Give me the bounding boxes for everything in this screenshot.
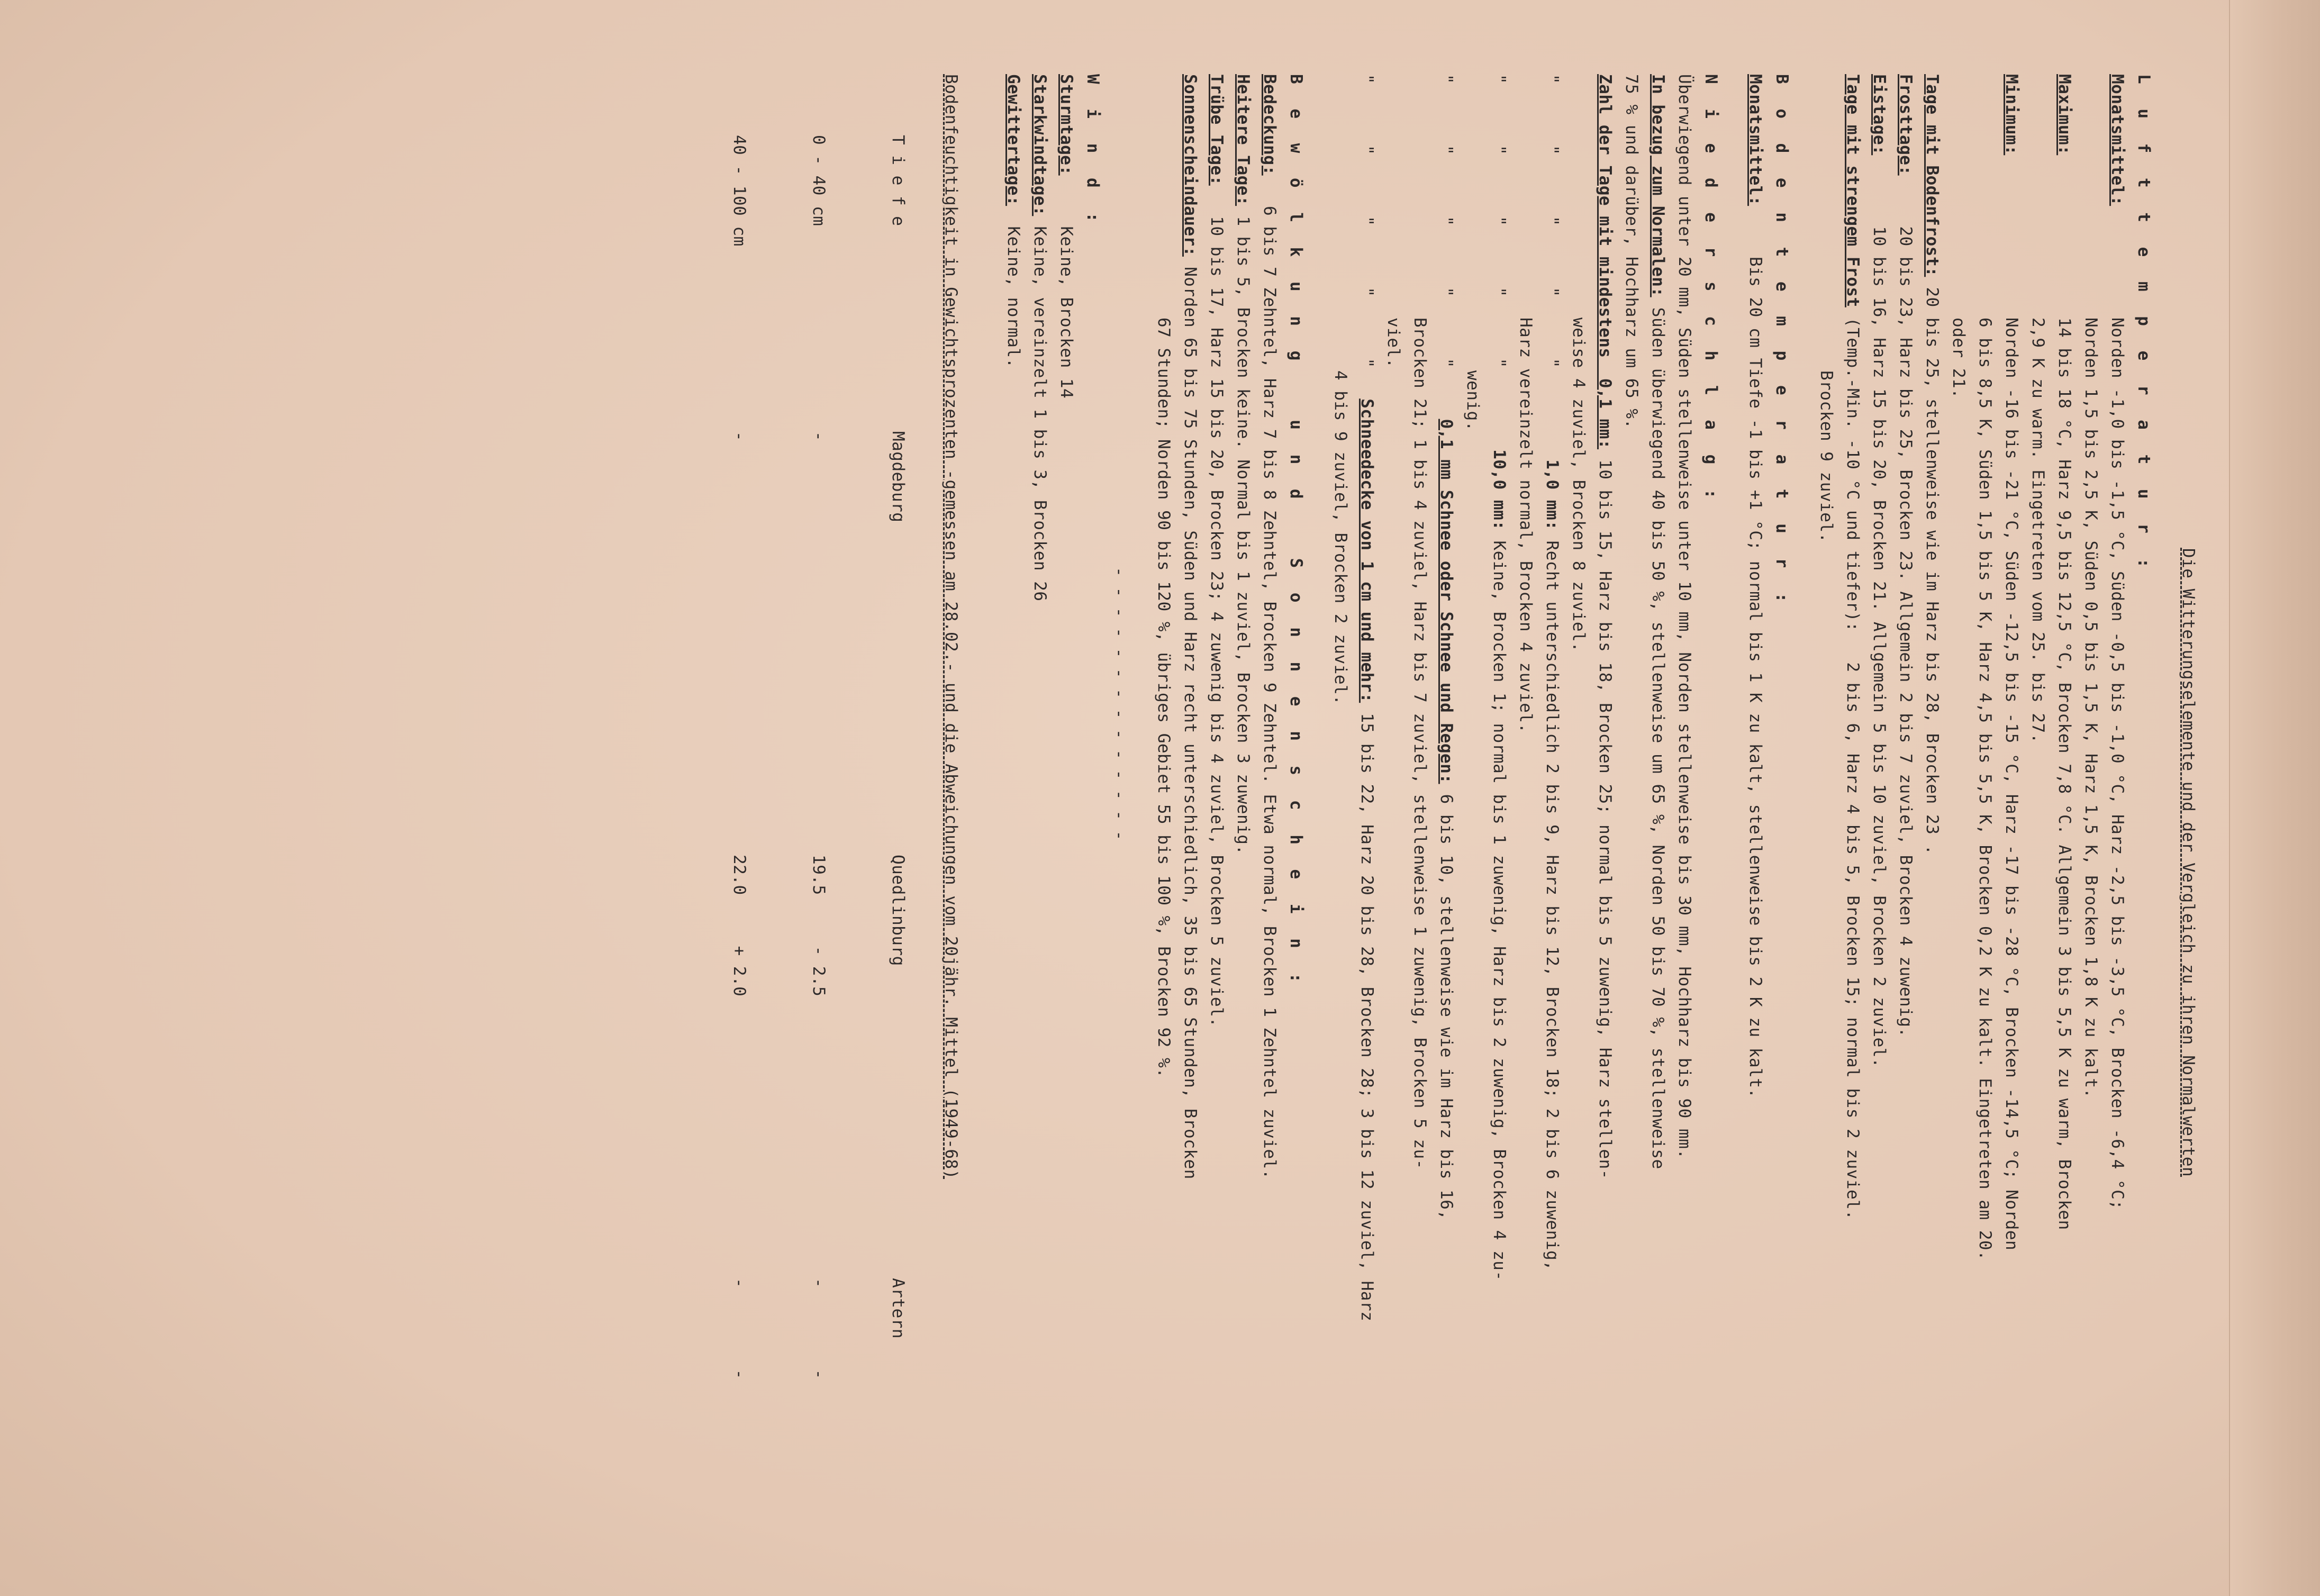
niederschlag-1mm (1539, 74, 1565, 1545)
luft-bodenfrost (1919, 74, 1945, 1545)
section-heading-lufttemperatur: L u f t t e m p e r a t u r : (2134, 74, 2153, 576)
label-boden-monatsmittel: Monatsmittel: (1746, 74, 1765, 206)
text-line: 75 % und darüber, Hochharz um 65 %. (1622, 74, 1641, 429)
header-quedlinburg: Quedlinburg (889, 854, 908, 966)
niederschlag-schneedecke (1354, 74, 1380, 1545)
wind-stark (1027, 74, 1053, 1545)
text-starkwindtage: Keine, vereinzelt 1 bis 3, Brocken 26 (1030, 226, 1049, 602)
text-line: wenig. (1463, 370, 1482, 431)
label-bedeckung: Bedeckung: (1260, 74, 1279, 176)
text-gewittertage: Keine, normal. (1004, 226, 1023, 368)
table-row (779, 74, 858, 1545)
luft-maximum (2025, 74, 2078, 1545)
text-line: 4 bis 9 zuviel, Brocken 2 zuviel. (1331, 370, 1350, 705)
bewoelkung-sonne (1177, 74, 1203, 1545)
luft-eistage (1866, 74, 1892, 1545)
ditto-marks: " " " " " (1357, 74, 1376, 368)
text-boden-monatsmittel: Bis 20 cm Tiefe -1 bis +1 °C; normal bis 1 K zu kalt, stellenweise bis 2 K zu kalt. (1746, 256, 1765, 1099)
niederschlag-10mm (1486, 74, 1512, 1545)
cell-quedlinburg: 22.0 + 2.0 (730, 854, 749, 997)
label-eistage: Eistage: (1870, 74, 1889, 156)
text-1mm: Recht unterschiedlich 2 bis 9, Harz bis 12, Brocken 18; 2 bis 6 zuwenig, (1543, 540, 1562, 1271)
label-strenger-frost: Tage mit strengem Frost (1843, 74, 1862, 307)
section-heading-niederschlag: N i e d e r s c h l a g : (1701, 74, 1720, 506)
header-artern: Artern (889, 1277, 908, 1339)
label-sturmtage: Sturmtage: (1057, 74, 1076, 176)
bodenfeuchte-table (700, 74, 938, 1545)
page-title: Die Witterungselemente und der Vergleich zu ihren Normalwerten (2179, 548, 2198, 1177)
text-frosttage: 20 bis 23, Harz bis 25, Brocken 23. Allgemein 2 bis 7 zuviel, Brocken 4 zuwenig. (1896, 226, 1915, 1038)
header-tiefe: T i e f e (889, 134, 908, 226)
text-line: Norden -16 bis -21 °C, Süden -12,5 bis -15 °C, Harz -17 bis -28 °C, Brocken -14,5 °C; Norden (2002, 318, 2021, 1251)
text-line: Brocken 21; 1 bis 4 zuviel, Harz bis 7 zuviel, stellenweise 1 zuwenig, Brocken 5 zu- (1410, 318, 1429, 1169)
text-heitere-tage: 1 bis 5, Brocken keine. Normal bis 1 zuviel, Brocken 3 zuwenig. (1234, 216, 1253, 855)
niederschlag-schnee (1433, 74, 1460, 1545)
luft-frosttage (1892, 74, 1919, 1545)
text-line: oder 21. (1949, 318, 1968, 399)
header-magdeburg: Magdeburg (889, 431, 908, 523)
label-frosttage: Frosttage: (1896, 74, 1915, 176)
table-header-row (858, 74, 938, 1545)
text-line: 14 bis 18 °C, Harz 9,5 bis 12,5 °C, Brocken 7,8 °C. Allgemein 3 bis 5,5 K zu warm, Brocken (2055, 318, 2074, 1230)
cell-magdeburg: - (809, 431, 828, 442)
label-sonnenscheindauer: Sonnenscheindauer: (1181, 74, 1200, 257)
text-tage: 10 bis 15, Harz bis 18, Brocken 25; normal bis 5 zuwenig, Harz stellen- (1596, 459, 1615, 1180)
section-heading-wind: W i n d : (1083, 74, 1102, 230)
ditto-marks: " " " " " (1543, 74, 1562, 368)
label-minimum: Minimum: (2002, 74, 2021, 156)
text-line: Harz vereinzelt normal, Brocken 4 zuviel. (1516, 318, 1535, 733)
text-eistage: 10 bis 16, Harz 15 bis 20, Brocken 21. Allgemein 5 bis 10 zuviel, Brocken 2 zuviel. (1870, 226, 1889, 1068)
text-normal: Süden überwiegend 40 bis 50 %, stellenweise um 65 %, Norden 50 bis 70 %, stellenweise (1648, 307, 1668, 1169)
key-schnee: 0,1 mm Schnee oder Schnee und Regen: (1437, 419, 1456, 784)
label-truebe-tage: Trübe Tage: (1207, 74, 1226, 186)
text-truebe-tage: 10 bis 17, Harz 15 bis 20, Brocken 23; 4 zuwenig bis 4 zuviel, Brocken 5 zuviel. (1207, 216, 1226, 1028)
label-bodenfrost: Tage mit Bodenfrost: (1923, 74, 1942, 277)
text-line: Überwiegend unter 20 mm, Süden stellenweise unter 10 mm, Norden stellenweise bis 30 mm, Hochharz bis 90 mm. (1675, 74, 1694, 1159)
label-tage: Zahl der Tage mit mindestens 0,1 mm: (1596, 74, 1615, 450)
wind-gewitter (1000, 74, 1027, 1545)
text-sonnenscheindauer: Norden 65 bis 75 Stunden, Süden und Harz recht unterschiedlich, 35 bis 65 Stunden, Brocken (1181, 267, 1200, 1180)
text-line: 67 Stunden; Norden 90 bis 120 %, übriges Gebiet 55 bis 100 %, Brocken 92 %. (1154, 318, 1173, 1078)
niederschlag-normal (1645, 74, 1671, 1545)
cell-artern: - - (730, 1277, 749, 1380)
luft-strenger-frost (1839, 74, 1866, 1545)
label-maximum: Maximum: (2055, 74, 2074, 156)
niederschlag-tage (1592, 74, 1618, 1545)
ditto-marks: " " " " " (1490, 74, 1509, 368)
section-heading-bewoelkung: B e w ö l k u n g u n d S o n n e n s c h e i n : (1286, 74, 1306, 991)
cell-quedlinburg: 19.5 - 2.5 (809, 854, 828, 997)
key-10mm: 10,0 mm: (1490, 449, 1509, 531)
text-line: Norden -1,0 bis -1,5 °C, Süden -0,5 bis -1,0 °C, Harz -2,5 bis -3,5 °C, Brocken -6,4 °C; (2108, 318, 2127, 1210)
label-monatsmittel: Monatsmittel: (2108, 74, 2127, 206)
ditto-marks: " " " " " (1437, 74, 1456, 368)
text-sturmtage: Keine, Brocken 14 (1057, 226, 1076, 399)
text-schnee: 6 bis 10, stellenweise wie im Harz bis 16, (1437, 794, 1456, 1220)
text-line: 2,9 K zu warm. Eingetreten vom 25. bis 27. (2028, 318, 2047, 743)
key-1mm: 1,0 mm: (1543, 459, 1562, 531)
bewoelkung-bedeckung (1256, 74, 1283, 1545)
cell-magdeburg: - (730, 431, 749, 442)
page-edge (2229, 0, 2320, 1596)
label-heitere-tage: Heitere Tage: (1234, 74, 1253, 206)
bodenfeuchte-title: Bodenfeuchtigkeit in Gewichtsprozenten -gemessen am 28.02.- und die Abweichungen vom 20jähr. Mittel (1949-68) (941, 74, 960, 1180)
text-10mm: Keine, Brocken 1; normal bis 1 zuwenig, Harz bis 2 zuwenig, Brocken 4 zu- (1490, 540, 1509, 1281)
text-schneedecke: 15 bis 22, Harz 20 bis 28, Brocken 28; 3 bis 12 zuviel, Harz (1357, 713, 1376, 1322)
section-heading-bodentemperatur: B o d e n t e m p e r a t u r : (1772, 74, 1791, 610)
luft-minimum (1945, 74, 2025, 1545)
text-line: viel. (1384, 318, 1403, 368)
text-line: Brocken 9 zuviel. (1817, 370, 1836, 543)
bewoelkung-heitere (1230, 74, 1256, 1545)
wind-sturm (1053, 74, 1080, 1545)
bewoelkung-truebe (1203, 74, 1230, 1545)
table-row (700, 74, 779, 1545)
text-line: 6 bis 8,5 K, Süden 1,5 bis 5 K, Harz 4,5 bis 5,5 K, Brocken 0,2 K zu kalt. Eingetreten am 20. (1975, 318, 1995, 1261)
cell-tiefe: 40 - 100 cm (730, 134, 749, 247)
text-bodenfrost: 20 bis 25, stellenweise wie im Harz bis 28, Brocken 23 . (1923, 287, 1942, 855)
key-schneedecke: Schneedecke von 1 cm und mehr: (1357, 398, 1376, 703)
label-gewittertage: Gewittertage: (1004, 74, 1023, 206)
document-body (164, 74, 2201, 1545)
text-strenger-frost: (Temp.-Min. -10 °C und tiefer): 2 bis 6, Harz 4 bis 5, Brocken 15; normal bis 2 zuviel. (1843, 317, 1862, 1220)
label-normal: In bezug zum Normalen: (1648, 74, 1668, 297)
luft-monatsmittel (2078, 74, 2131, 1545)
text-bedeckung: 6 bis 7 Zehntel, Harz 7 bis 8 Zehntel, Brocken 9 Zehntel. Etwa normal, Brocken 1 Zehntel zuviel. (1260, 206, 1279, 1180)
boden-monatsmittel (1742, 74, 1769, 1545)
cell-artern: - - (809, 1277, 828, 1380)
label-starkwindtage: Starkwindtage: (1030, 74, 1049, 216)
text-line: Norden 1,5 bis 2,5 K, Süden 0,5 bis 1,5 K, Harz 1,5 K, Brocken 1,8 K zu kalt. (2081, 318, 2100, 1099)
separator-dashes: - - - - - - - - - - - - - - (1110, 567, 1129, 841)
cell-tiefe: 0 - 40 cm (809, 134, 828, 226)
text-line: weise 4 zuviel, Brocken 8 zuviel. (1569, 318, 1588, 652)
